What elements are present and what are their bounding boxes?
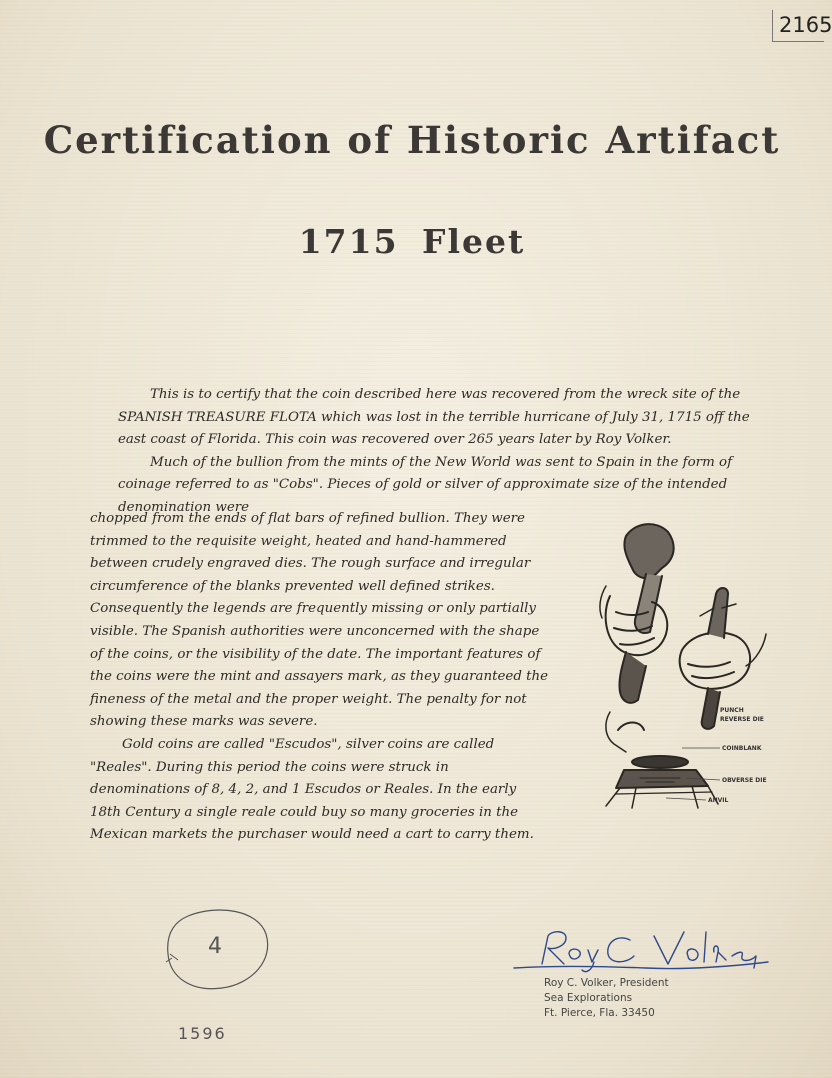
signatory-name-title: Roy C. Volker, President — [544, 977, 669, 989]
corner-reference-number: 2165 — [772, 10, 824, 42]
handwritten-signature — [506, 922, 776, 982]
paragraph-denominations: Gold coins are called "Escudos", silver coins are called "Reales". During this period the coins were struck in denominations of 8, 4, 2, and 1 Escudos or Reales. In the early 18th Century a single reale could buy so many groceries in the Mexican markets the purchaser would need a cart to carry them. — [90, 736, 534, 843]
certificate-subtitle: 1715 Fleet — [298, 222, 526, 261]
paragraph-certify: This is to certify that the coin described here was recovered from the wreck site of the SPANISH TREASURE FLOTA which was lost in the terrible hurricane of July 31, 1715 off the east coast of Florida. This coin was recovered over 265 years later by Roy Volker. — [118, 387, 750, 448]
paragraph-bullion: Much of the bullion from the mints of the New World was sent to Spain in the form of coinage referred to as "Cobs". Pieces of gold or silver of approximate size of the intended denomination were — [118, 454, 733, 515]
certificate-title: Certification of Historic Artifact — [43, 118, 781, 162]
label-anvil: ANVIL — [708, 797, 729, 804]
anvil-drawing — [606, 712, 718, 808]
intro-text — [118, 384, 782, 520]
company-address: Ft. Pierce, Fla. 33450 — [544, 1007, 655, 1019]
signature-block — [544, 976, 669, 1021]
paragraph-minting: chopped from the ends of flat bars of refined bullion. They were trimmed to the requisite weight, heated and hand-hammered between crudely engraved dies. The rough surface and irregular circumference of the blanks prevented well defined strikes. Consequently the legends are frequently missing or only partially visible. The Spanish authorities were unconcerned with the shape of the coins, or the visibility of the date. The important features of the coins were the mint and assayers mark, as they guaranteed the fineness of the metal and the proper weight. The penalty for not showing these marks was severe. — [90, 511, 549, 730]
hammer-hand-drawing — [600, 524, 674, 703]
label-punch: PUNCH — [720, 707, 744, 714]
year-annotation: 1596 — [178, 1024, 227, 1043]
history-text — [90, 508, 550, 847]
label-coin-blank: COINBLANK — [722, 745, 762, 752]
company-name: Sea Explorations — [544, 992, 633, 1004]
label-obverse-die: OBVERSE DIE — [722, 777, 767, 784]
lot-number: 4 — [208, 934, 222, 959]
coin-striking-illustration — [596, 516, 792, 816]
label-reverse-die: REVERSE DIE — [720, 716, 764, 723]
